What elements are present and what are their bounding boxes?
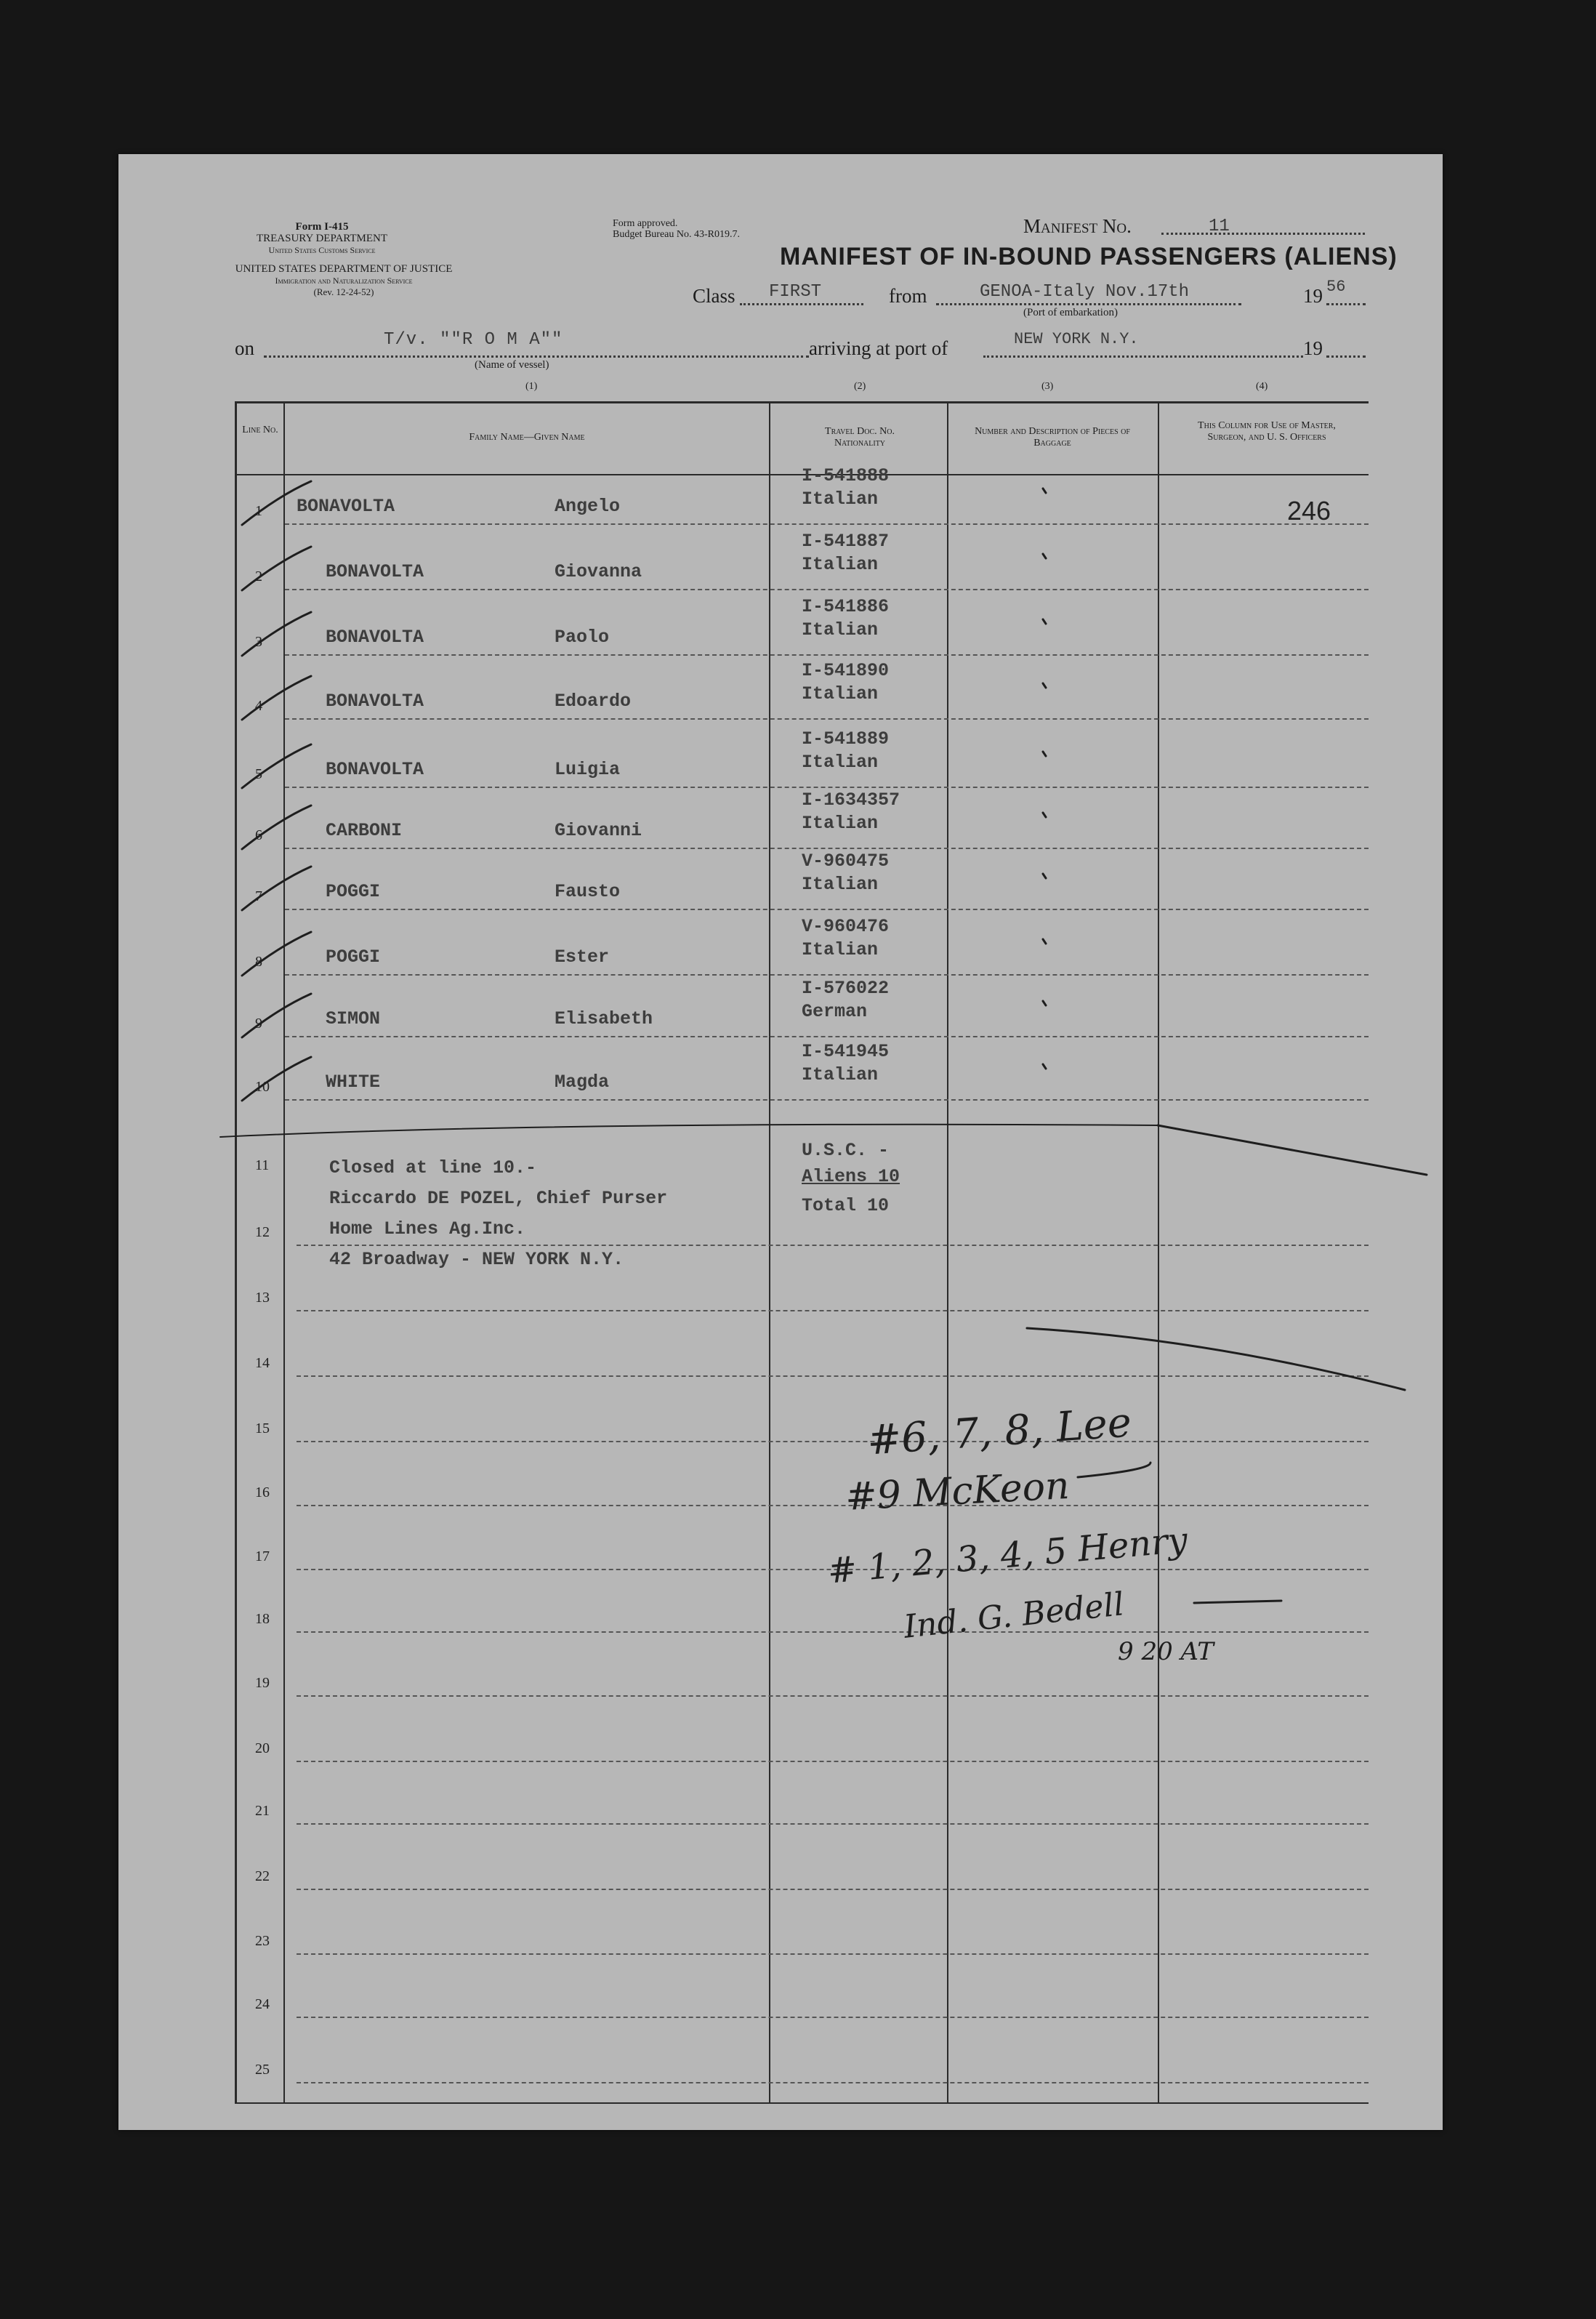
given-name: Paolo <box>555 627 610 648</box>
pen-strokes <box>118 154 1443 2130</box>
class-value: FIRST <box>769 282 822 302</box>
aliens-line: Aliens 10 <box>802 1166 900 1187</box>
handwriting-line-3: # 1, 2, 3, 4, 5 Henry <box>826 1519 1190 1592</box>
from-label: from <box>889 285 927 307</box>
port-value: NEW YORK N.Y. <box>1014 330 1139 348</box>
family-name: SIMON <box>326 1008 381 1029</box>
nationality: Italian <box>802 554 879 575</box>
line-number: 3 <box>255 634 262 650</box>
year2-prefix: 19 <box>1303 337 1323 359</box>
class-label: Class <box>693 285 735 307</box>
nationality: Italian <box>802 939 879 960</box>
line-number: 25 <box>255 2062 270 2078</box>
header-officers: This Column for Use of Master, Surgeon, and U. S. Officers <box>1198 420 1336 443</box>
manifest-no-label: Manifest No. <box>1023 215 1132 237</box>
line-number: 7 <box>255 888 262 904</box>
given-name: Angelo <box>555 496 621 517</box>
line-number: 22 <box>255 1868 270 1884</box>
arriving-label: arriving at port of <box>809 337 948 359</box>
travel-doc-number: V-960476 <box>802 916 890 937</box>
line-number: 6 <box>255 827 262 843</box>
given-name: Fausto <box>555 881 621 902</box>
line-number: 2 <box>255 568 262 584</box>
travel-doc-number: I-576022 <box>802 978 890 999</box>
nationality: Italian <box>802 619 879 640</box>
line-number: 4 <box>255 698 262 714</box>
address-line: 42 Broadway - NEW YORK N.Y. <box>329 1249 624 1270</box>
nationality: Italian <box>802 683 879 704</box>
vessel-value: T/v. ""R O M A"" <box>384 330 563 350</box>
col4-number: (4) <box>1256 381 1268 392</box>
justice-label: UNITED STATES DEPARTMENT OF JUSTICE <box>235 263 453 275</box>
header-travel-doc: Travel Doc. No. Nationality <box>825 426 895 449</box>
manifest-no-value: 11 <box>1209 217 1230 236</box>
family-name: WHITE <box>326 1072 381 1093</box>
handwriting-line-4: Ind. G. Bedell <box>902 1585 1126 1646</box>
travel-doc-number: I-541889 <box>802 728 890 749</box>
travel-doc-number: I-541945 <box>802 1041 890 1062</box>
family-name: POGGI <box>326 947 381 968</box>
nationality: Italian <box>802 813 879 834</box>
handwriting-line-5: 9 20 AT <box>1118 1637 1214 1666</box>
nationality: Italian <box>802 874 879 895</box>
travel-doc-number: I-541886 <box>802 596 890 617</box>
line-number: 9 <box>255 1016 262 1032</box>
line-number: 14 <box>255 1355 270 1371</box>
travel-doc-number: I-541890 <box>802 660 890 681</box>
embark-caption: (Port of embarkation) <box>1023 307 1118 318</box>
given-name: Luigia <box>555 759 621 780</box>
line-number: 8 <box>255 954 262 970</box>
nationality: German <box>802 1001 868 1022</box>
total-line: Total 10 <box>802 1195 890 1216</box>
year-value: 56 <box>1326 278 1346 296</box>
treasury-label: TREASURY DEPARTMENT <box>256 233 388 244</box>
col2-number: (2) <box>854 381 866 392</box>
travel-doc-number: I-1634357 <box>802 789 900 811</box>
header-line-no: Line No. <box>242 425 278 435</box>
year-prefix: 19 <box>1303 285 1323 307</box>
col1-number: (1) <box>525 381 538 392</box>
line-number: 19 <box>255 1675 270 1691</box>
line-number: 16 <box>255 1484 270 1500</box>
family-name: BONAVOLTA <box>326 691 424 712</box>
line-number: 10 <box>255 1079 270 1095</box>
nationality: Italian <box>802 1064 879 1085</box>
ins-label: Immigration and Naturalization Service <box>275 276 413 286</box>
given-name: Ester <box>555 947 610 968</box>
line-number: 18 <box>255 1611 270 1627</box>
handwriting-line-2: #9 McKeon <box>844 1463 1071 1520</box>
family-name: BONAVOLTA <box>326 759 424 780</box>
line-number: 15 <box>255 1420 270 1436</box>
line-number: 1 <box>255 503 262 519</box>
manifest-paper <box>118 154 1443 2130</box>
family-name: BONAVOLTA <box>326 561 424 582</box>
manifest-title: MANIFEST OF IN-BOUND PASSENGERS (ALIENS) <box>780 243 1398 270</box>
closed-at-line: Closed at line 10.- <box>329 1157 537 1178</box>
line-number: 24 <box>255 1996 270 2012</box>
on-label: on <box>235 337 254 359</box>
budget-label: Budget Bureau No. 43-R019.7. <box>613 229 740 240</box>
customs-label: United States Customs Service <box>268 245 376 255</box>
line-number: 11 <box>255 1157 270 1173</box>
line-number: 20 <box>255 1740 270 1756</box>
line-number: 5 <box>255 766 262 782</box>
line-number: 21 <box>255 1803 270 1819</box>
purser-line: Riccardo DE POZEL, Chief Purser <box>329 1188 668 1209</box>
col3-number: (3) <box>1041 381 1054 392</box>
from-value: GENOA-Italy Nov.17th <box>980 282 1190 302</box>
family-name: POGGI <box>326 881 381 902</box>
header-baggage: Number and Description of Pieces of Baggage <box>975 426 1130 449</box>
travel-doc-number: I-541887 <box>802 531 890 552</box>
nationality: Italian <box>802 489 879 510</box>
given-name: Giovanni <box>555 820 642 841</box>
stamp-number: 246 <box>1287 496 1331 526</box>
vessel-caption: (Name of vessel) <box>475 359 549 371</box>
usc-line: U.S.C. - <box>802 1140 890 1161</box>
revision-label: (Rev. 12-24-52) <box>313 286 374 297</box>
nationality: Italian <box>802 752 879 773</box>
family-name: BONAVOLTA <box>326 627 424 648</box>
header-name: Family Name—Given Name <box>469 432 585 443</box>
family-name: BONAVOLTA <box>297 496 395 517</box>
approved-label: Form approved. <box>613 218 678 229</box>
form-id: Form I-415 <box>295 221 349 233</box>
given-name: Elisabeth <box>555 1008 653 1029</box>
family-name: CARBONI <box>326 820 403 841</box>
line-number: 12 <box>255 1224 270 1240</box>
line-number: 13 <box>255 1290 270 1306</box>
company-line: Home Lines Ag.Inc. <box>329 1218 526 1239</box>
line-number: 23 <box>255 1933 270 1949</box>
handwriting-line-1: #6, 7, 8, Lee <box>866 1399 1133 1465</box>
given-name: Edoardo <box>555 691 632 712</box>
travel-doc-number: I-541888 <box>802 465 890 486</box>
given-name: Giovanna <box>555 561 642 582</box>
travel-doc-number: V-960475 <box>802 851 890 872</box>
given-name: Magda <box>555 1072 610 1093</box>
line-number: 17 <box>255 1548 270 1564</box>
